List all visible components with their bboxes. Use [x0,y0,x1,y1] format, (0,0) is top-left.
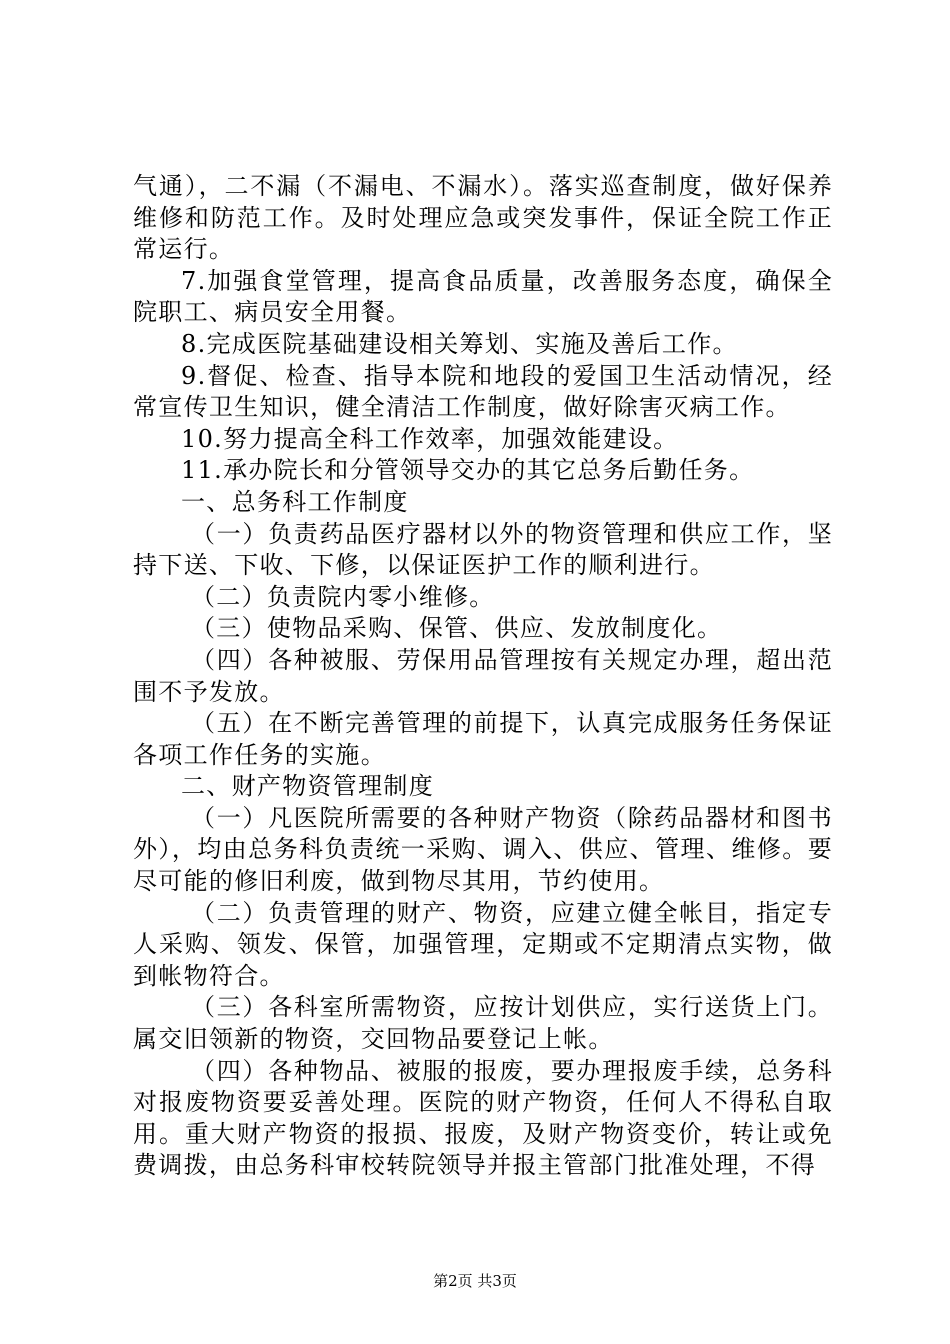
paragraph-continuation: 气通），二不漏（不漏电、不漏水）。落实巡查制度，做好保养维修和防范工作。及时处理应急或突发事件，保证全院工作正常运行。 [133,172,833,264]
paragraph-rule-1: （一）负责药品医疗器材以外的物资管理和供应工作，坚持下送、下收、下修，以保证医护工作的顺利进行。 [133,519,833,580]
paragraph-item-10: 10.努力提高全科工作效率，加强效能建设。 [181,424,679,453]
paragraph-item-8: 8.完成医院基础建设相关筹划、实施及善后工作。 [181,329,738,358]
paragraph-rule-5: （五）在不断完善管理的前提下，认真完成服务任务保证各项工作任务的实施。 [133,709,833,769]
paragraph-property-3: （三）各科室所需物资，应按计划供应，实行送货上门。属交旧领新的物资，交回物品要登记上帐。 [133,993,833,1054]
paragraph-property-2: （二）负责管理的财产、物资，应建立健全帐目，指定专人采购、领发、保管，加强管理，定期或不定期清点实物，做到帐物符合。 [133,898,833,990]
page-number-label: 第2页 共3页 [433,1272,517,1290]
paragraph-property-1: （一）凡医院所需要的各种财产物资（除药品器材和图书外），均由总务科负责统一采购、调入、供应、管理、维修。要尽可能的修旧利废，做到物尽其用，节约使用。 [133,803,833,896]
paragraph-item-11: 11.承办院长和分管领导交办的其它总务后勤任务。 [181,456,755,485]
section-heading-property: 二、财产物资管理制度 [181,772,434,801]
section-heading-general-affairs: 一、总务科工作制度 [181,487,409,516]
paragraph-rule-4: （四）各种被服、劳保用品管理按有关规定办理，超出范围不予发放。 [133,645,833,706]
paragraph-rule-2: （二）负责院内零小维修。 [191,582,495,611]
document-body [133,171,833,1182]
paragraph-rule-3: （三）使物品采购、保管、供应、发放制度化。 [191,614,723,643]
paragraph-item-9: 9.督促、检查、指导本院和地段的爱国卫生活动情况，经常宣传卫生知识，健全清洁工作制度，做好除害灭病工作。 [133,361,833,422]
page-footer [0,1271,950,1291]
paragraph-property-4: （四）各种物品、被服的报废，要办理报废手续，总务科对报废物资要妥善处理。医院的财产物资，任何人不得私自取用。重大财产物资的报损、报废，及财产物资变价，转让或免费调拨，由总务科审校转院领导并报主管部门批准处理，不得 [133,1056,833,1180]
paragraph-item-7: 7.加强食堂管理，提高食品质量，改善服务态度，确保全院职工、病员安全用餐。 [133,266,833,327]
